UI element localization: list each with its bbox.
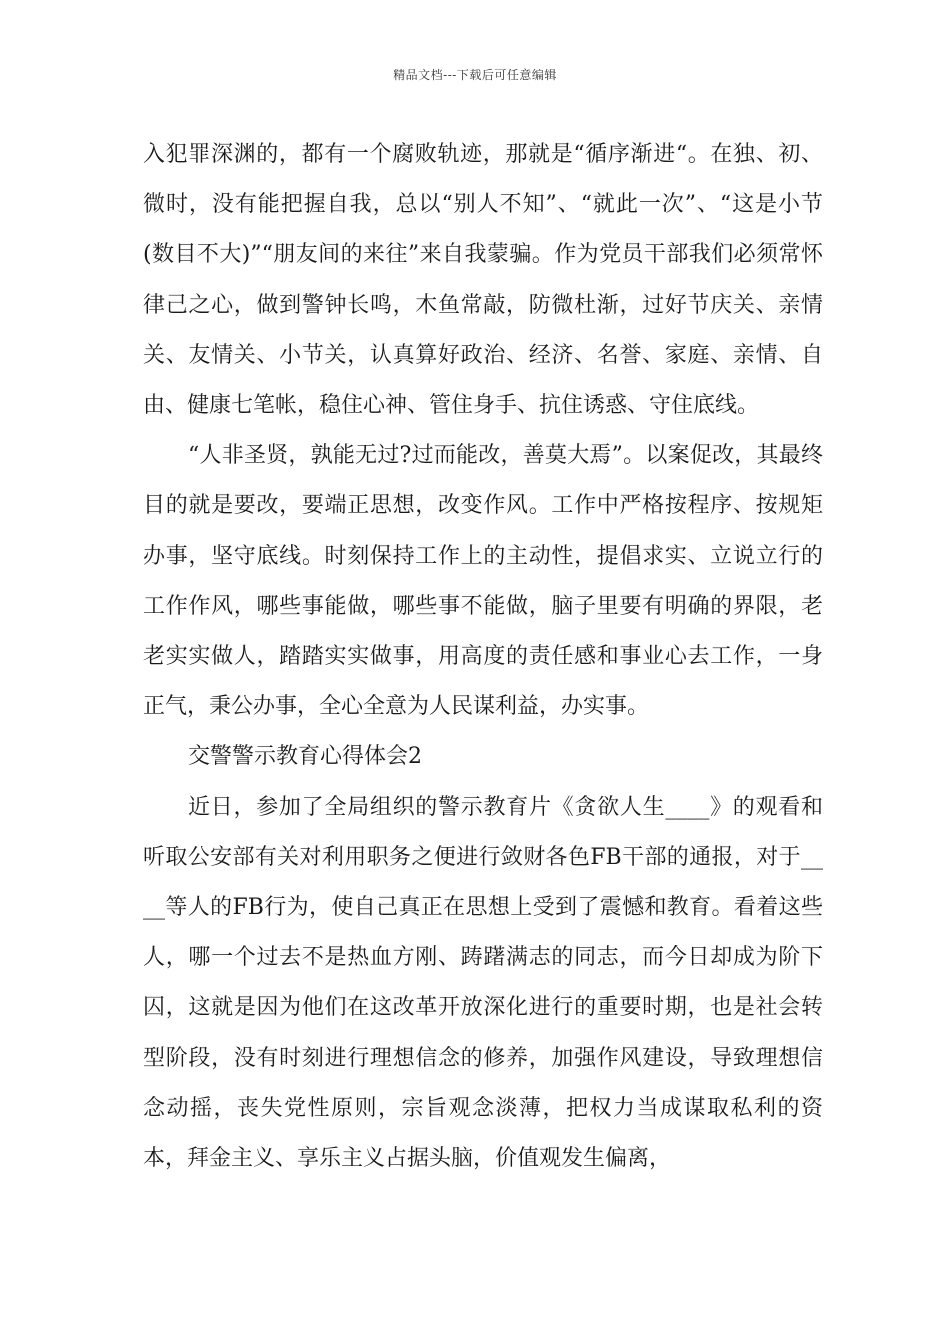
- body-paragraph: 近日，参加了全局组织的警示教育片《贪欲人生____》的观看和听取公安部有关对利用职务之便进行敛财各色FB干部的通报，对于____等人的FB行为，使自己真正在思想上受到了震憾和教育。看着这些人，哪一个过去不是热血方刚、踌躇满志的同志，而今日却成为阶下囚，这就是因为他们在这改革开放深化进行的重要时期，也是社会转型阶段，没有时刻进行理想信念的修养，加强作风建设，导致理想信念动摇，丧失党性原则，宗旨观念淡薄，把权力当成谋取私利的资本，拜金主义、享乐主义占据头脑，价值观发生偏离，: [143, 794, 823, 1172]
- document-body: [143, 130, 823, 1184]
- body-paragraph: “人非圣贤，孰能无过?过而能改，善莫大焉”。以案促改，其最终目的就是要改，要端正思想，改变作风。工作中严格按程序、按规矩办事，坚守底线。时刻保持工作上的主动性，提倡求实、立说立行的工作作风，哪些事能做，哪些事不能做，脑子里要有明确的界限，老老实实做人，踏踏实实做事，用高度的责任感和事业心去工作，一身正气，秉公办事，全心全意为人民谋利益，办实事。: [143, 443, 823, 720]
- body-paragraph: 入犯罪深渊的，都有一个腐败轨迹，那就是“循序渐进“。在独、初、微时，没有能把握自我，总以“别人不知”、“就此一次”、“这是小节(数目不大)”“朋友间的来往”来自我蒙骗。作为党员干部我们必须常怀律己之心，做到警钟长鸣，木鱼常敲，防微杜渐，过好节庆关、亲情关、友情关、小节关，认真算好政治、经济、名誉、家庭、亲情、自由、健康七笔帐，稳住心神、管住身手、抗住诱惑、守住底线。: [143, 142, 823, 419]
- page-header: 精品文档---下载后可任意编辑: [393, 68, 557, 82]
- section-title: 交警警示教育心得体会2: [188, 744, 422, 770]
